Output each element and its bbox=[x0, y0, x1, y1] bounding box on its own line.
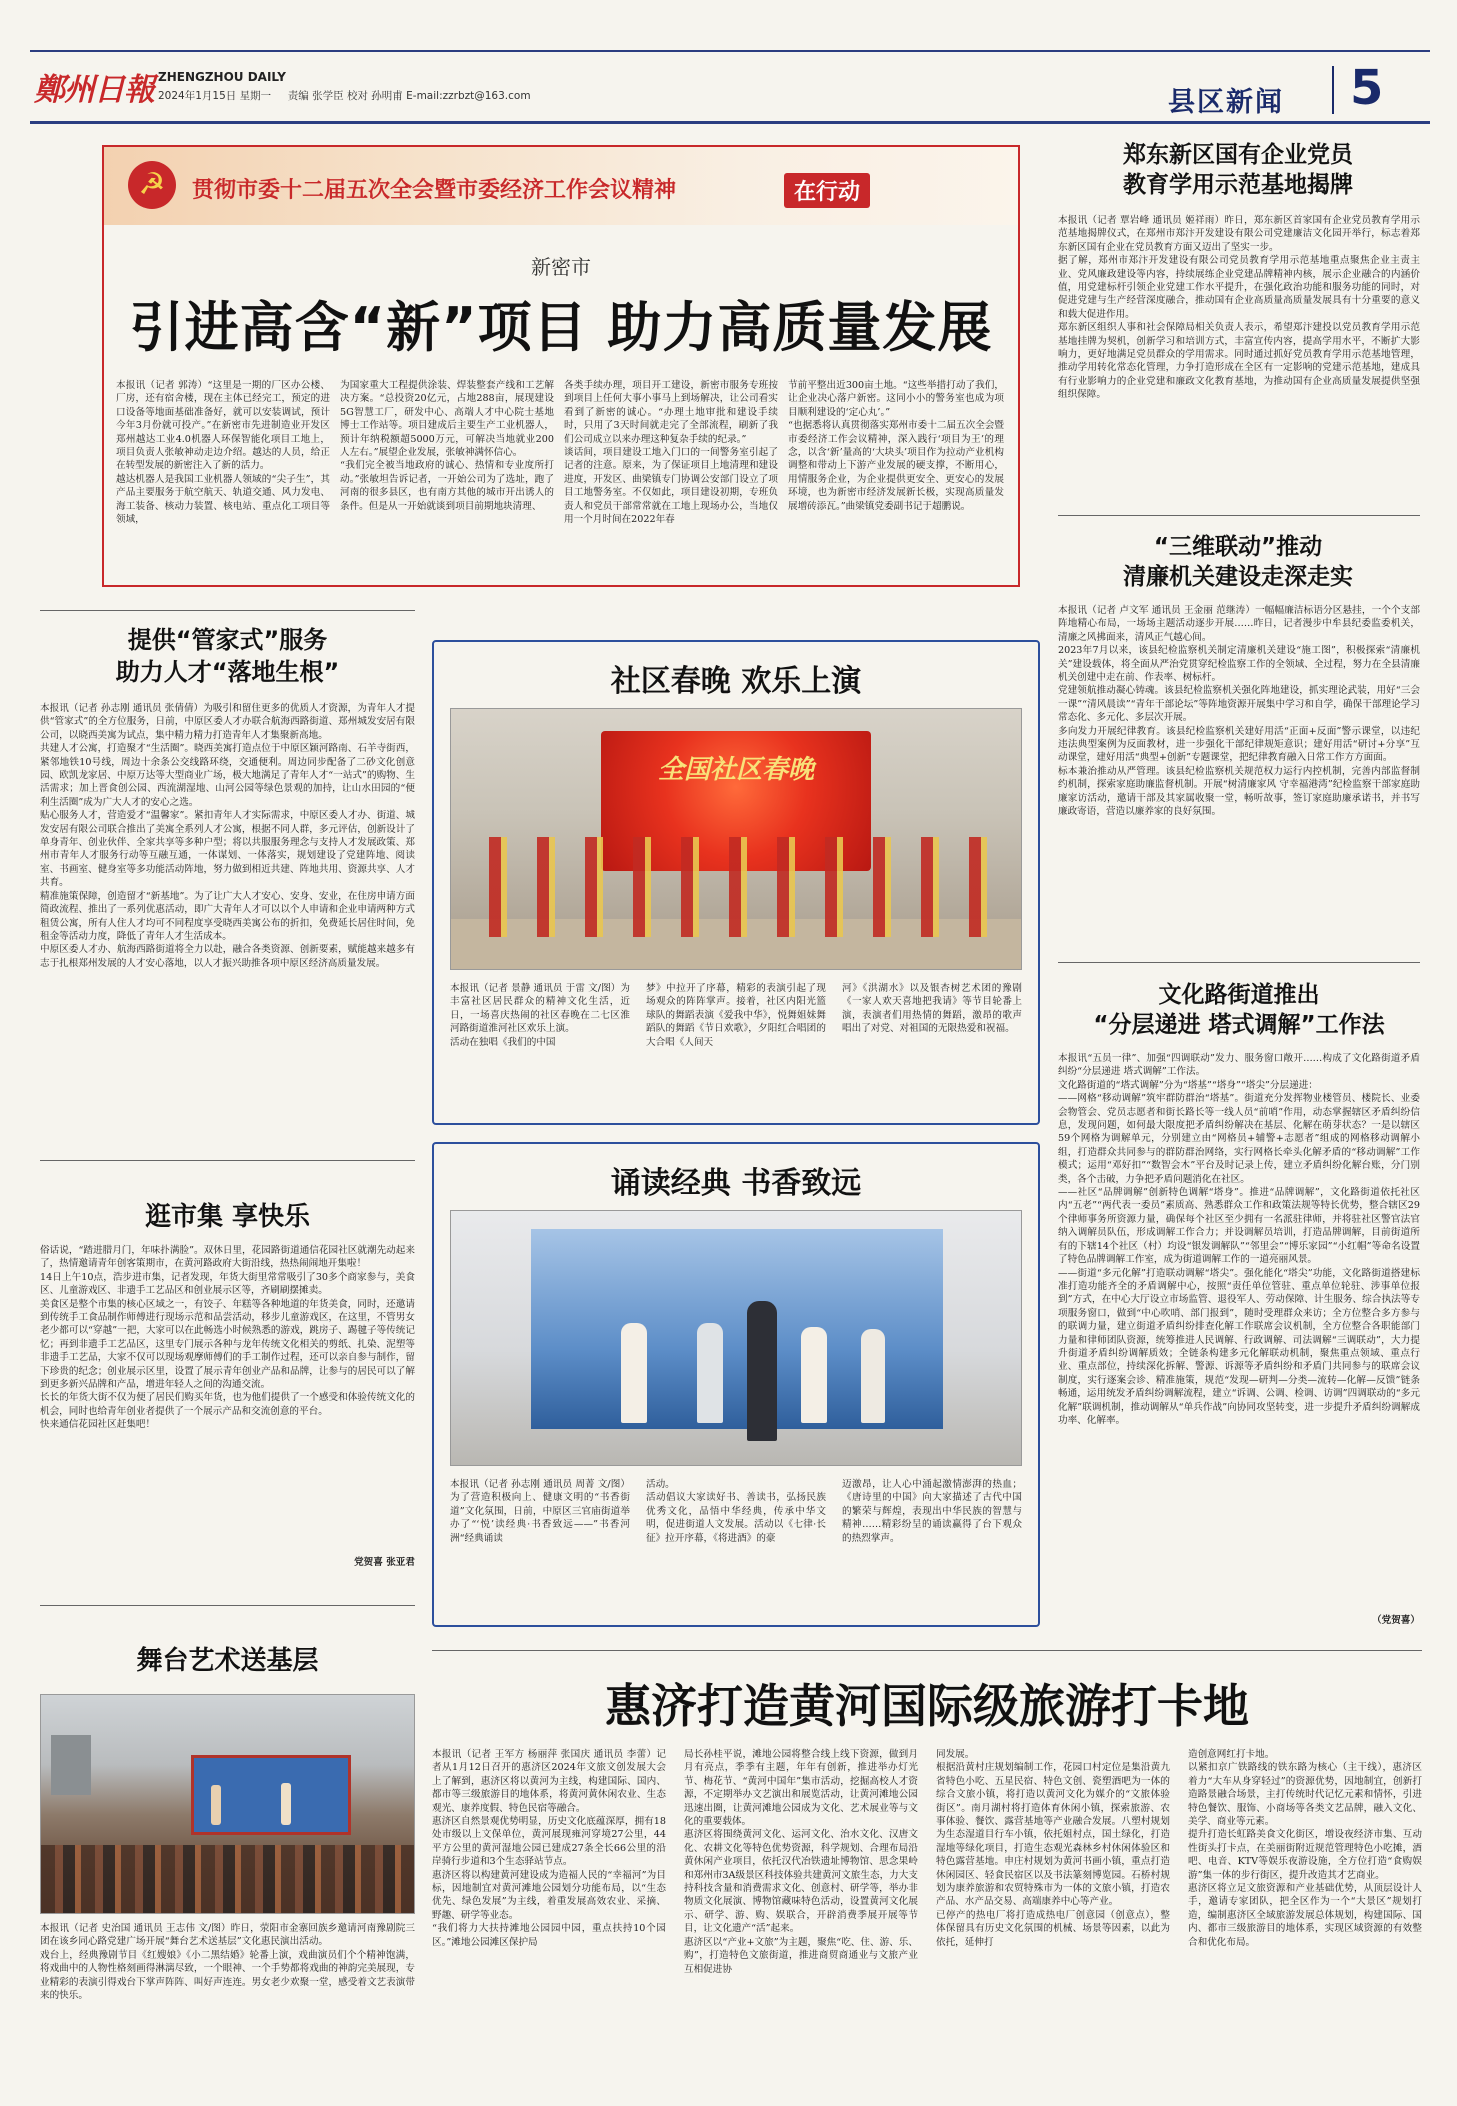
lead-story-box bbox=[102, 145, 1020, 587]
banner-tag: 在行动 bbox=[784, 173, 870, 208]
masthead-date-line bbox=[158, 88, 531, 103]
left3-body: 本报讯（记者 史治国 通讯员 王志伟 文/图）昨日，荥阳市金寨回族乡邀请河南豫剧院三团在该乡同心路党建广场开展“舞台艺术送基层”文化惠民演出活动。 戏台上，经典豫剧节目《红嫂娘》《小二黑结婚》轮番上演，戏曲演员们个个精神饱满，将戏曲中的人物性格刻画得淋漓尽致，一个眼神、一个手势都将戏曲的神韵完美展现，专业精彩的表演引得戏台下掌声阵阵、叫好声连连。男女老少欢聚一堂，感受着文艺表演带来的快乐。 bbox=[40, 1923, 415, 2002]
center2-col-2: 活动。 活动倡议大家读好书、善读书，弘扬民族优秀文化，品悟中华经典，传承中华文明，促进街道人文发展。活动以《七律·长征》拉开序幕，《将进酒》的豪 bbox=[646, 1479, 826, 1544]
left2-divider bbox=[40, 1605, 415, 1606]
party-emblem-icon: ☭ bbox=[128, 161, 176, 209]
lead-col-2: 为国家重大工程提供涂装、焊装整套产线和工艺解决方案。“总投资20亿元，占地288亩，展现建设5G智慧工厂，研发中心、高端人才中心院士基地博士工作站等。项目建成后主要生产工业机器人，预计年纳税额超5000万元，可解决当地就业200人左右。”展望企业发展，张敏神满怀信心。 “我们完全被当地政府的诚心、热情和专业度所打动。”张敏坦告诉记者，一开始公司为了选址，跑了河南的很多县区，也有南方其他的城市开出诱人的条件。但是从一开始就谈到项目前期地块清理、 bbox=[340, 380, 554, 512]
page-number: 5 bbox=[1350, 60, 1384, 116]
right2-divider bbox=[1058, 962, 1420, 963]
community-gala-photo bbox=[450, 708, 1022, 970]
right1-headline: 郑东新区国有企业党员 教育学用示范基地揭牌 bbox=[1123, 142, 1353, 198]
banner bbox=[104, 147, 1018, 225]
center2-box bbox=[432, 1142, 1040, 1627]
left1-divider bbox=[40, 1160, 415, 1161]
left2-body: 俗话说，“踏进腊月门，年味扑满脸”。双休日里，花园路街道通信花园社区就潮先动起来了，热情邀请青年创客策期市，在黄河路政府大街沿线，热热闹闹地开集啦！ 14日上午10点，浩步进市集，记者发现，年货大街里常常吸引了30多个商家参与，美食区、儿童游戏区、非遗手工艺品区和创业展示区等，齐刷刷摆摊卖。 美食区是整个市集的核心区域之一，有饺子、年糕等各种地道的年货美食，同时，还邀请到传统手工食品制作师傅进行现场示范和品尝活动，移步儿童游戏区，在这里，不管男女老少都可以“穿越”一把，大家可以在此畅选小时候熟悉的游戏，跳房子、踢毽子等传统记忆；再到非遗手工艺品区，这里专门展示各种与龙年传统文化相关的剪纸、扎染、泥塑等非遗手工艺品，大家不仅可以现场观摩师傅们的手工制作过程，还可以亲自参与制作，留下珍贵的纪念；创业展示区里，设置了展示青年创业产品和品牌，让参与的居民可以了解到更多新兴品牌和产品，增进年轻人之间的沟通交流。 长长的年货大街不仅为便了居民们购买年货，也为他们提供了一个感受和体验传统文化的机会，同时也给青年创业者提供了一个展示产品和交流创意的平台。 快来通信花园社区赶集吧！ bbox=[40, 1245, 415, 1431]
center2-col-3: 迈激昂，让人心中涌起激情澎湃的热血；《唐诗里的中国》向大家描述了古代中国的繁荣与辉煌，表现出中华民族的智慧与精神……精彩纷呈的诵读赢得了台下观众的热烈掌声。 bbox=[842, 1479, 1022, 1544]
center1-box bbox=[432, 640, 1040, 1125]
masthead-bottom-rule bbox=[30, 121, 1430, 124]
center2-headline: 诵读经典 书香致远 bbox=[610, 1166, 862, 1201]
lead-col-1: 本报讯（记者 郭涛）“这里是一期的厂区办公楼、厂房，还有宿舍楼，现在主体已经完工，预定的进口设备等地面基础准备好，就可以安装调试，预计今年3月份就可投产。”在新密市先进制造业开发区郑州越达工业4.0机器人环保智能化项目工地上，项目负责人张敏神动走边介绍。越达的人员，给正在转型发展的新密注入了新的活力。 越达机器人是我国工业机器人领域的“尖子生”，其产品主要服务于航空航天、轨道交通、风力发电、海工装备、核动力装置、核电站、重点化工项目等领域， bbox=[116, 380, 330, 526]
masthead-date: 2024年1月15日 星期一 bbox=[158, 90, 272, 102]
gala-screen-title: 全国社区春晚 bbox=[657, 755, 814, 785]
masthead-editor: 责编 张学臣 校对 孙明甫 E-mail:zzrbzt@163.com bbox=[287, 90, 531, 102]
masthead-logo: 鄭州日報 bbox=[34, 72, 154, 108]
left-top-divider bbox=[40, 610, 415, 611]
bottom-headline: 惠济打造黄河国际级旅游打卡地 bbox=[605, 1679, 1249, 1733]
bottom-col-2: 局长孙桂平说，滩地公园将整合线上线下资源，做到月月有亮点，季季有主题，年年有创新，推进举办灯光节、梅花节、“黄河中国年”集市活动，挖掘高校人才资源，不定期举办文艺演出和展览活动，让黄河滩地公园迅速出圈，让黄河滩地公园成为文化、艺术展业等与文化的重要载体。 惠济区将围绕黄河文化、运河文化、治水文化、汉唐文化、农耕文化等特色优势资源，科学规划、合理布局沿黄休闲产业项目，依托汉代冶铁遗址博物馆、思念果岭和郑州市3A级景区科技体验共建黄河文旅生态，力大支持科技含量和消费需求文化、创意村、研学等，举办非物质文化展演、博物馆藏味特色活动，设置黄河文化展示、研学、游、购、娱联合，开辟消费季展开展等节目，让文化遗产“活”起来。 惠济区以“产业+文旅”为主题，聚焦“吃、住、游、乐、购”，打造特色文旅街道，推进商贸商通业与文旅产业互相促进协 bbox=[684, 1749, 918, 1975]
masthead bbox=[0, 0, 1457, 130]
bottom-col-3: 同发展。 根据沿黄村庄规划编制工作，花园口村定位是集沿黄九省特色小吃、五星民宿、特色文创、瓷塑酒吧为一体的综合文旅小镇，将打造以黄河文化为媒介的“文旅体验街区”。南月湖村将打造体育休闲小镇，探索旅游、农事体验、餐饮、露营基地等产业融合发展。八塑村规划为生态湿道目行车小镇，依托姐村点，国土绿化，打造湿地等绿化项目，打造生态观光森林乡村休闲体验区和特色露营基地。申庄村规划为黄河书画小镇，重点打造休闲园区、轻食民宿区以及书法篆刻博览园。石桥村规划为康养旅游和农贸特殊市为一体的文旅小镇，打造农产品、水产品交易、高端康养中心等产业。 已停产的热电厂将打造成热电厂创意园（创意点），整体保留具有历史文化氛围的机械、场景等因素，以此为依托，延伸打 bbox=[936, 1749, 1170, 1948]
bottom-col-1: 本报讯（记者 王军方 杨丽萍 张国庆 通讯员 李蕾）记者从1月12日召开的惠济区2024年文旅文创发展大会上了解到，惠济区将以黄河为主线，构建国际、国内、都市等三级旅游目的地体系，将黄河黄休闲农业、生态观光、康养度假、特色民宿等融合。 惠济区自然景观优势明显，历史文化底蕴深厚，拥有18处市级以上文保单位，黄河展现雍河穿境27公里，44平方公里的黄河湿地公园已建成27条全长66公里的沿岸骑行步道和3个生态驿站节点。 惠济区将以构建黄河建设成为造福人民的“幸福河”为目标，因地制宜对黄河滩地公园划分功能布局，以“生态优先、绿色发展”为主线，着重发展高效农业、采摘、野趣、研学等业态。 “我们将力大扶持滩地公园园中园，重点扶持10个园区。”滩地公园滩区保护局 bbox=[432, 1749, 666, 1948]
center1-headline: 社区春晚 欢乐上演 bbox=[610, 664, 862, 699]
masthead-english: ZHENGZHOU DAILY bbox=[158, 70, 286, 84]
lead-col-3: 各类手续办理，项目开工建设，新密市服务专班按到项目上任何大事小事马上到场解决，让公司看实看到了新密的诚心。“办理土地审批和建设手续时，只用了3天时间就走完了全部流程，刷新了我们公司成立以来办理这种复杂手续的纪录。” 谈话间，项目建设工地入门口的一间警务室引起了记者的注意。原来，为了保证项目上地清理和建设进度，开发区、曲梁镇专门协调公安部门设立了项目工地警务室。不仅如此，项目建设初期，专班负责人和党员干部常常就在工地上现场办公，当地仅用一个月时间在2022年春 bbox=[564, 380, 778, 526]
section-title: 县区新闻 bbox=[1168, 87, 1284, 118]
right1-body: 本报讯（记者 覃岩峰 通讯员 姬祥雨）昨日，郑东新区首家国有企业党员教育学用示范基地揭牌仪式，在郑州市郑汴开发建设有限公司党建廉洁文化园开举行，标志着郑东新区国有企业在党员教育方面又迈出了坚实一步。 据了解，郑州市郑汴开发建设有限公司党员教育学用示范基地重点聚焦企业主责主业、党风廉政建设等内容，持续展练企业党建品牌精神内核，展示企业融合的内涵价值，用党建标杆引领企业党建工作水平提升，在强化政治功能和服务功能的同时，对促进党建与生产经营深度融合，推动国有企业高质量高质量发展具有十分重要的意义和载大促进作用。 郑东新区组织人事和社会保障局相关负责人表示，希望郑汴建投以党员教育学用示范基地挂牌为契机，创新学习和培训方式，丰富宣传内容，提高学用水平，不断扩大影响力，更好地满足党员群众的学用需求。同时通过抓好党员教育学用示范基地管理，推动学用转化常态化管理，力争打造形成在全区有一定影响的党建示范基地，建成具有行业影响力的企业党建和廉政文化教育基地，为推动国有企业高质量发展提供坚强组织保障。 bbox=[1058, 215, 1420, 401]
right2-body: 本报讯（记者 卢文军 通讯员 王金丽 范继涛）一幅幅廉洁标语分区悬挂，一个个支部阵地精心布局，一场场主题活动逐步开展……昨日，记者漫步中牟县纪委监委机关，清廉之风拂面来，清风正气越心间。 2023年7月以来，该县纪检监察机关制定清廉机关建设“施工图”，积极探索“清廉机关”建设载体，将全面从严治党贯穿纪检监察工作的全领域、全过程，努力在全县清廉机关创建中走在前、作表率、树标杆。 党建领航推动凝心铸魂。该县纪检监察机关强化阵地建设，抓实理论武装，用好“三会一课”“清风晨读”“青年干部论坛”等阵地资源开展集中学习和自学，确保干部理论学习常态化、多元化、多层次开展。 多向发力开展纪律教育。该县纪检监察机关建好用活“正面+反面”警示课堂，以违纪违法典型案例为反面教材，进一步强化干部纪律规矩意识；建好用活“研讨+分享”互动课堂，建好用活“典型+创新”专题课堂，把纪律教育融入日常工作方方面面。 标本兼治推动从严管理。该县纪检监察机关规范权力运行内控机制，完善内部监督制约机制，探索家庭助廉监督机制。开展“树清廉家风 守幸福港湾”纪检监察干部家庭助廉家访活动，邀请干部及其家属收聚一堂，畅听故事，签订家庭助廉承诺书，并书写廉政寄语，营造以廉养家的良好氛围。 bbox=[1058, 605, 1420, 818]
masthead-top-rule bbox=[30, 50, 1430, 52]
center1-col-1: 本报讯（记者 景静 通讯员 于雷 文/图）为丰富社区居民群众的精神文化生活，近日，一场喜庆热闹的社区春晚在二七区淮河路街道淮河社区欢乐上演。 活动在独唱《我们的中国 bbox=[450, 983, 630, 1048]
bottom-top-divider bbox=[432, 1650, 1422, 1651]
right1-divider bbox=[1058, 515, 1420, 516]
stage-performance-photo bbox=[40, 1694, 415, 1914]
reading-event-photo bbox=[450, 1210, 1022, 1466]
left1-body: 本报讯（记者 孙志刚 通讯员 张倩倩）为吸引和留住更多的优质人才资源，为青年人才提供“管家式”的全方位服务，日前，中原区委人才办联合航海西路街道、郑州城发安居有限公司，以晓西美寓为试点，集中精力精力打造青年人才集聚新高地。 共建人才公寓，打造聚才“生活圈”。晓西美寓打造点位于中原区颖河路南、石羊寺街西，紧邻地铁10号线，周边十余条公交线路环绕，交通便利。周边同步配备了二砂文化创意园、欧凯龙家居、中原万达等大型商业广场，极大地满足了青年人才“一站式”的购物、生活需求；加上晋食创公园、西流湖湿地、山河公园等绿色景观的加持，让山水田园的“便利生活圈”成为广大人才的安心之选。 贴心服务人才，营造爱才“温馨家”。紧扣青年人才实际需求，中原区委人才办、街道、城发安居有限公司联合推出了美寓全系列人才公寓，根据不同人群，多元评估，创新设计了单身青年、创业伙伴、全家共享等多种户型；将以共服服务理念与支持人才发展政策、郑州市青年人才服务行动等互融互通，一体谋划、一体落实，规划建设了党建阵地、阅读室、书画室、健身室等多功能活动阵地，努力做到相近共建、阵地共用、资源共享、人才共育。 精准施策保障，创造留才“新基地”。为了让广大人才安心、安身、安业，在住房申请方面简政流程、推出了一系列优惠活动，即广大青年人才可以以个人申请和企业申请两种方式租赁公寓，所有人住人才均可不同程度享受晓西美寓公布的折扣，免费延长居住时间，免租金等活动力度，降低了青年人才生活成本。 中原区委人才办、航海西路街道将全力以赴，融合各类资源、创新要素，赋能越来越多有志于扎根郑州发展的人才安心落地，以人才振兴助推各项中原区经济高质量发展。 bbox=[40, 703, 415, 969]
left2-credit: 党贺喜 张亚君 bbox=[354, 1557, 415, 1568]
center1-col-3: 河》《洪湖水》以及银杏树艺术团的豫剧《一家人欢天喜地把我请》等节目轮番上演，表演者们用热情的舞蹈，激昂的歌声唱出了对党、对祖国的无限热爱和祝福。 bbox=[842, 983, 1022, 1035]
right3-credit: （党贺喜） bbox=[1372, 1615, 1420, 1626]
center2-col-1: 本报讯（记者 孙志刚 通讯员 周菁 文/图）为了营造积极向上、健康文明的“书香街道”文化氛围，日前，中原区三官庙街道举办了“‘悦’读经典·书香致远——”书香河洲“经典诵读 bbox=[450, 1479, 630, 1544]
lead-col-4: 节前平整出近300亩土地。“这些举措打动了我们，让企业决心落户新密。这同小小的警务室也成为项目顺利建设的‘定心丸’。” “也据悉将认真贯彻落实郑州市委十二届五次全会暨市委经济工作会议精神，深入践行‘项目为王’的理念，以含‘新’量高的‘大块头’项目作为拉动产业机构调整和带动上下游产业发展的硬支撑，不断用心，用情服务企业，为企业提供更安全、更安心的发展环境，也为新密市经济发展新长极，实现高质量发展增砖添瓦。”曲梁镇党委副书记于超鹏说。 bbox=[788, 380, 1004, 512]
right3-headline: 文化路街道推出 “分层递进 塔式调解”工作法 bbox=[1093, 982, 1385, 1038]
left1-headline: 提供“管家式”服务 助力人才“落地生根” bbox=[115, 626, 340, 686]
right3-body: 本报讯“五员一律”、加强“四调联动”发力、服务窗口敞开……构成了文化路街道矛盾纠纷“分层递进 塔式调解”工作法。 文化路街道的“塔式调解”分为“塔基”“塔身”“塔尖”分层递进： ——网格“移动调解”筑牢群防群治“塔基”。街道充分发挥物业楼管员、楼院长、业委会物管会、党员志愿者和街长路长等一线人员“前哨”作用，动态掌握辖区矛盾纠纷信息，发现问题，如何最大限度把矛盾纠纷解决在基层、化解在萌芽状态？一是以辖区59个网格为调解单元，分别建立由“网格员+辅警+志愿者”组成的网格移动调解小组，打造群众共同参与的群防群治网络，实行网格长牵头化解矛盾的“移动调解”工作模式；运用“邓好扣”“数智会木”平台及时记录上传，建立矛盾纠纷化解台账，分门别类，各个击破，力争把矛盾问题消化在社区。 ——社区“品牌调解”创新特色调解“塔身”。推进“品牌调解”，文化路街道依托社区内“五老”“两代表一委员”素质高、熟悉群众工作和政策法规等特长优势，整合辖区29个律师事务所资源力量，确保每个社区至少拥有一名派驻律师，并将驻社区警官法官纳入调解员队伍，形成调解工作合力；并设调解员培训，打造品牌调解，目前街道所有的下辖14个社区（村）均设“银发调解队”“邻里会”“博乐家园”“小红帽”等命名设置了特色品牌调解工作室，成为街道调解工作的一道亮丽风景。 ——街道“多元化解”打造联动调解“塔尖”。强化能化“塔尖”功能，文化路街道搭建标准打造功能齐全的矛盾调解中心，按照“责任单位管驻、重点单位轮驻、涉事单位报到”方式，在中心大厅设立市场监管、退役军人、劳动保障、计生服务、综合执法等专项服务窗口，做到“中心吹哨、部门报到”，随时受理群众来访；全方位整合多方参与的联调力量，建立街道矛盾纠纷排查化解工作联席会议机制，全方位整合各职能部门力量和律师团队资源，统筹推进人民调解、行政调解、司法调解“三调联动”，大力提升街道矛盾纠纷调解质效；全链条构建多元化解联动机制，聚焦重点领域、重点行业、重点部位，持续深化拆解、警源、诉源等矛盾纠纷和矛盾门共同参与的联席会议制度，实行逐案会诊、精准施策，规范“发现—研判—分类—流转—化解—反馈”链条畅通，运用统发矛盾纠纷调解流程，建立“诉调、公调、检调、访调”四调联动的“多元化解”联调机制，推动调解从“单兵作战”向协同攻坚转变，进一步提升矛盾纠纷调解成功率、化解率。 bbox=[1058, 1053, 1420, 1426]
lead-headline: 引进高含“新”项目 助力高质量发展 bbox=[129, 296, 993, 359]
section-divider bbox=[1332, 66, 1334, 114]
banner-text: 贯彻市委十二届五次全会暨市委经济工作会议精神 bbox=[192, 178, 677, 203]
left2-headline: 逛市集 享快乐 bbox=[144, 1202, 311, 1232]
center1-col-2: 梦》中拉开了序幕，精彩的表演引起了现场观众的阵阵掌声。接着，社区内阳光篮球队的舞蹈表演《爱我中华》，悦舞姐妹舞蹈队的舞蹈《节日欢歌》，夕阳红合唱团的大合唱《人间天 bbox=[646, 983, 826, 1048]
bottom-col-4: 造创意网红打卡地。 以紧扣京广铁路线的铁东路为核心（主干线），惠济区着力“大车从身穿轻过”的资源优势，因地制宜，创新打造路景融合场景，主打传统时代记忆元素和情怀，引进特色餐饮、服饰、小商场等各类文艺品牌，融入文化、美学、商业等元素。 提升打造长虹路美食文化街区，增设夜经济市集、互动性街头打卡点，在美丽街附近规范管理特色小吃摊，酒吧、电音、KTV等娱乐夜游设施，全方位打造“食购娱游”集一体的步行街区，提升改造其才艺商业。 惠济区将立足文旅资源和产业基础优势，从顶层设计人手，邀请专家团队，把全区作为一个“大景区”规划打造，编制惠济区全域旅游发展总体规划，构建国际、国内、都市三级旅游目的地体系，实现区域资源的有效整合和优化布局。 bbox=[1188, 1749, 1422, 1948]
right2-headline: “三维联动”推动 清廉机关建设走深走实 bbox=[1123, 534, 1353, 590]
left3-headline: 舞台艺术送基层 bbox=[136, 1646, 319, 1676]
lead-kicker: 新密市 bbox=[531, 255, 591, 279]
